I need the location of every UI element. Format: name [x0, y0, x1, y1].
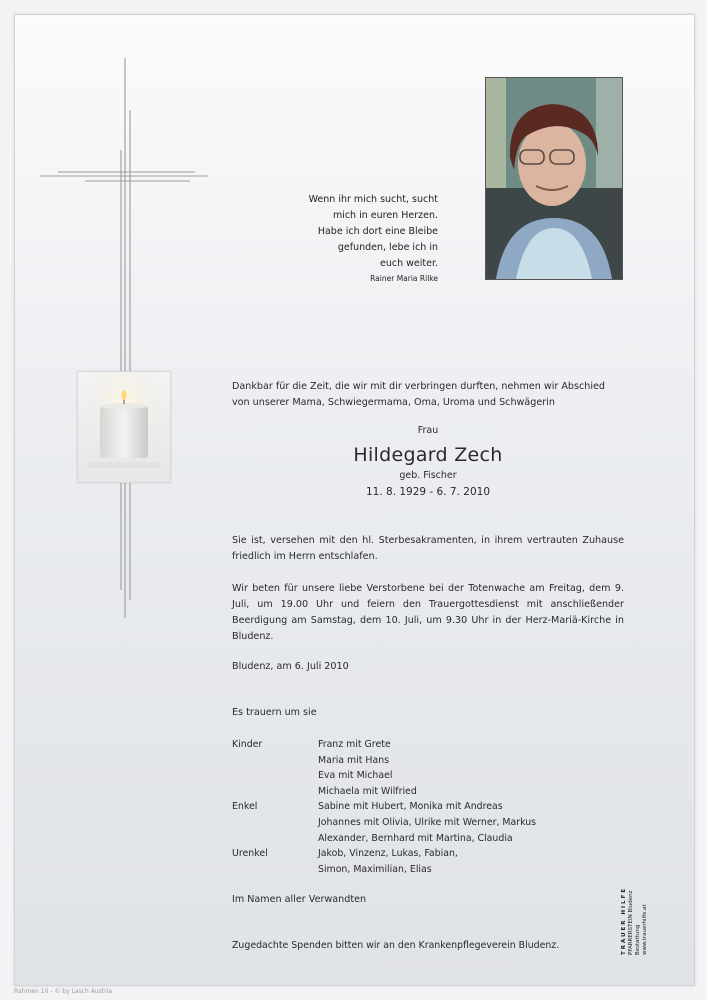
logo-line: TRAUER HILFE: [621, 886, 627, 955]
family-group-grandchildren: [232, 799, 624, 846]
family-label: Urenkel: [232, 848, 268, 860]
service-details-paragraph: Wir beten für unsere liebe Verstorbene bei der Totenwache am Freitag, dem 9. Juli, um 19.00 Uhr und feiern den Trauergottesdienst mit anschließender Beerdigung am Samstag, dem 10. Juli, um 9.30 Uhr in der Herz-Mariä-Kirche in Bludenz.: [232, 583, 624, 642]
poem-line: Wenn ihr mich sucht, sucht: [308, 194, 438, 205]
poem-line: mich in euren Herzen.: [332, 210, 438, 221]
family-member: Franz mit Grete: [318, 739, 391, 750]
logo-line: www.trauerhilfe.at: [642, 904, 648, 955]
logo-line: Bestattung: [635, 924, 641, 955]
portrait-photo: [485, 77, 623, 280]
poem-line: gefunden, lebe ich in: [337, 242, 438, 253]
intro-text: Dankbar für die Zeit, die wir mit dir verbringen durften, nehmen wir Abschied von unserer Mama, Schwiegermama, Oma, Uroma und Schwägerin: [232, 381, 606, 408]
birth-name: geb. Fischer: [399, 470, 457, 481]
family-list: [232, 737, 624, 877]
poem-quote: [290, 192, 438, 286]
poem-author: Rainer Maria Rilke: [370, 274, 438, 283]
closing-line: Im Namen aller Verwandten: [232, 894, 367, 905]
family-member: Simon, Maximilian, Elias: [318, 863, 432, 875]
family-member: Johannes mit Olivia, Ulrike mit Werner, Markus: [318, 816, 537, 828]
poem-line: Habe ich dort eine Bleibe: [317, 226, 438, 237]
mourners-heading: Es trauern um sie: [232, 707, 317, 718]
undertaker-logo: [621, 887, 649, 955]
logo-line: PFARRERSTEIN Bludenz: [628, 890, 634, 955]
death-notice-paragraph: Sie ist, versehen mit den hl. Sterbesakramenten, in ihrem vertrauten Zuhause friedlich im Herrn entschlafen.: [232, 535, 624, 562]
family-member: Sabine mit Hubert, Monika mit Andreas: [318, 801, 503, 813]
poem-line: euch weiter.: [379, 258, 438, 269]
family-group-great-grandchildren: [232, 846, 624, 877]
family-label: Enkel: [232, 801, 258, 813]
family-member: Maria mit Hans: [318, 754, 390, 766]
life-dates: 11. 8. 1929 - 6. 7. 2010: [365, 486, 490, 498]
family-group-children: [232, 737, 624, 799]
family-member: Alexander, Bernhard mit Martina, Claudia: [318, 832, 513, 844]
family-label: Kinder: [232, 739, 263, 750]
footer-credit: Rahmen 10 - © by Lasch Austria: [14, 988, 112, 995]
name-prefix: Frau: [417, 425, 439, 436]
family-member: Eva mit Michael: [318, 770, 393, 782]
place-date: Bludenz, am 6. Juli 2010: [232, 661, 349, 672]
candle-image: [77, 371, 171, 483]
family-member: Michaela mit Wilfried: [318, 785, 417, 797]
deceased-name: Hildegard Zech: [353, 444, 503, 466]
family-member: Jakob, Vinzenz, Lukas, Fabian,: [318, 848, 458, 860]
donation-note: Zugedachte Spenden bitten wir an den Krankenpflegeverein Bludenz.: [232, 940, 560, 951]
